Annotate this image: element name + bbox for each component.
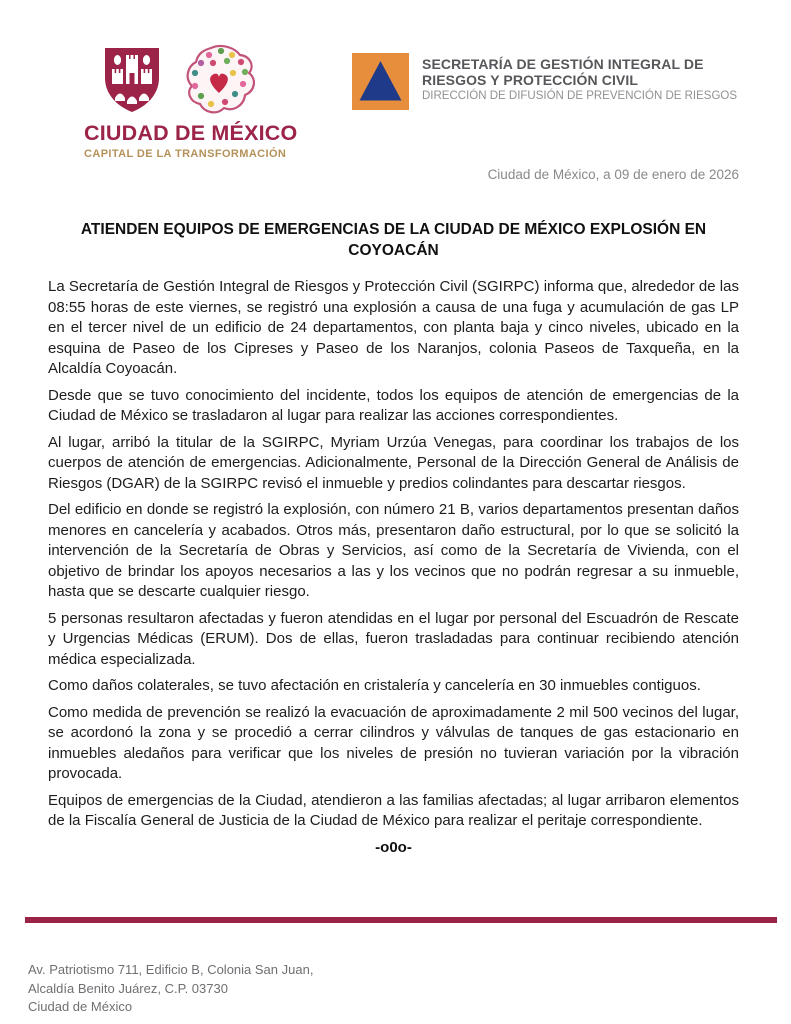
cdmx-logo bbox=[84, 42, 298, 160]
footer-address-line2: Alcaldía Benito Juárez, C.P. 03730 bbox=[28, 980, 228, 996]
footer-address-line3: Ciudad de México bbox=[28, 999, 133, 1014]
secretariat-block bbox=[422, 56, 738, 103]
cdmx-map-icon bbox=[188, 46, 254, 112]
document-title: ATIENDEN EQUIPOS DE EMERGENCIAS DE LA CIUDAD DE MÉXICO EXPLOSIÓN EN COYOACÁN bbox=[80, 221, 707, 259]
secretariat-name-line2: RIESGOS Y PROTECCIÓN CIVIL bbox=[422, 72, 639, 88]
footer-address-line1: Av. Patriotismo 711, Edificio B, Colonia San Juan, bbox=[28, 962, 314, 977]
cdmx-logo-art bbox=[99, 42, 269, 118]
date-line: Ciudad de México, a 09 de enero de 2026 bbox=[487, 167, 739, 182]
cdmx-shield-icon bbox=[105, 48, 159, 112]
footer-address bbox=[28, 961, 313, 1017]
paragraph-5: 5 personas resultaron afectadas y fueron atendidas en el lugar por personal del Escuadrón de Rescate y Urgencias Médicas (ERUM). Dos de ellas, fueron trasladadas para continuar recibiendo atención médica especializada. bbox=[48, 609, 739, 668]
paragraph-6: Como daños colaterales, se tuvo afectación en cristalería y cancelería en 30 inmuebles contiguos. bbox=[48, 677, 701, 694]
paragraph-7: Como medida de prevención se realizó la evacuación de aproximadamente 2 mil 500 vecinos del lugar, se acordonó la zona y se procedió a cerrar cilindros y válvulas de tanques de gas estacionario en inmuebles aledaños para verificar que los niveles de presión no tuvieran variación por la vibración provocada. bbox=[48, 703, 739, 782]
cdmx-tagline: CAPITAL DE LA TRANSFORMACIÓN bbox=[84, 148, 287, 160]
secretariat-direction: DIRECCIÓN DE DIFUSIÓN DE PREVENCIÓN DE RIESGOS bbox=[422, 90, 738, 102]
closing-mark: -o0o- bbox=[375, 838, 412, 856]
cdmx-wordmark: CIUDAD DE MÉXICO bbox=[84, 121, 298, 145]
paragraph-8: Equipos de emergencias de la Ciudad, atendieron a las familias afectadas; al lugar arribaron elementos de la Fiscalía General de Justicia de la Ciudad de México para realizar el peritaje correspondiente. bbox=[48, 791, 739, 829]
document-body bbox=[48, 219, 739, 856]
secretariat-name-line1: SECRETARÍA DE GESTIÓN INTEGRAL DE bbox=[422, 56, 704, 72]
paragraph-1: La Secretaría de Gestión Integral de Riesgos y Protección Civil (SGIRPC) informa que, alrededor de las 08:55 horas de este viernes, se registró una explosión a causa de una fuga y acumulación de gas LP en el tercer nivel de un edificio de 24 departamentos, con planta baja y cinco niveles, ubicado en la esquina de Paseo de los Cipreses y Paseo de los Naranjos, colonia Paseos de Taxqueña, en la Alcaldía Coyoacán. bbox=[48, 278, 739, 377]
paragraph-2: Desde que se tuvo conocimiento del incidente, todos los equipos de atención de emergencias de la Ciudad de México se trasladaron al lugar para realizar las acciones correspondientes. bbox=[48, 386, 739, 424]
paragraph-4: Del edificio en donde se registró la explosión, con número 21 B, varios departamentos presentan daños menores en cancelería y acabados. Otros más, presentaron daño estructural, por lo que se solicitó la intervención de la Secretaría de Obras y Servicios, así como de la Secretaría de Vivienda, con el objetivo de brindar los apoyos necesarios a las y los vecinos que no podrán regresar a su inmueble, hasta que se descarte cualquier riesgo. bbox=[48, 501, 739, 600]
footer-divider-bar bbox=[25, 917, 777, 923]
paragraph-3: Al lugar, arribó la titular de la SGIRPC, Myriam Urzúa Venegas, para coordinar los trabajos de los cuerpos de atención de emergencias. Adicionalmente, Personal de la Dirección General de Análisis de Riesgos (DGAR) de la SGIRPC revisó el inmueble y predios colindantes para descartar riesgos. bbox=[48, 433, 739, 492]
proteccion-civil-icon bbox=[352, 53, 409, 110]
